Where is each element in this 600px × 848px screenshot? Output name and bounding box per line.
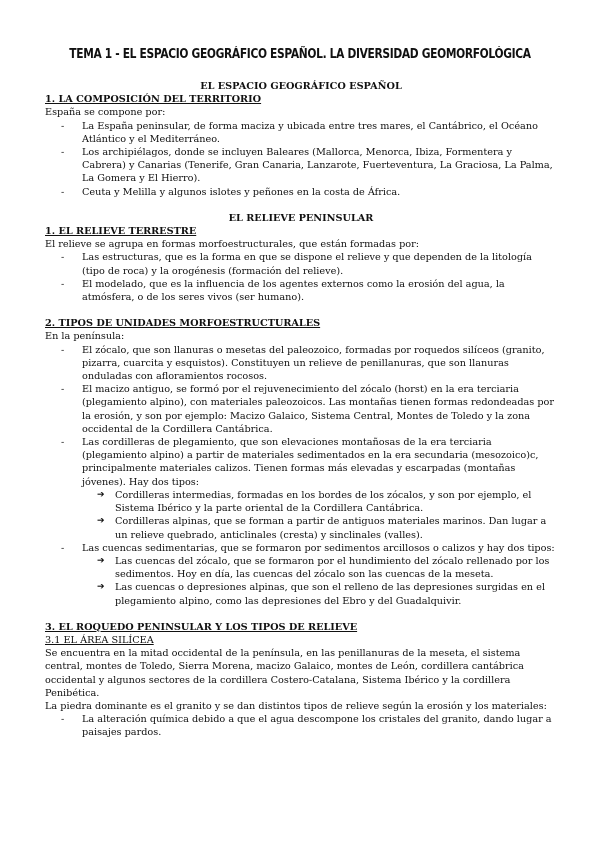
list-item-text: Las cuencas sedimentarias, que se formaron por sedimentos arcillosos o calizos y hay dos tipos: — [82, 542, 555, 554]
list-item: - Las estructuras, que es la forma en que se dispone el relieve y que dependen de la litología (tipo de roca) y la orogénesis (formación del relieve). — [82, 251, 557, 277]
list-item: - Los archipiélagos, donde se incluyen Baleares (Mallorca, Menorca, Ibiza, Formentera y Cabrera) y Canarias (Tenerife, Gran Canaria, Lanzarote, Fuerteventura, La Graciosa, La Palma, La Gomera y El Hierro). — [82, 146, 557, 186]
document-body — [45, 80, 557, 740]
arrow-list-item: ➔ Cordilleras alpinas, que se forman a partir de antiguos materiales marinos. Dan lugar a un relieve quebrado, anticlinales (cresta) y sinclinales (valles). — [115, 515, 557, 541]
section-heading-roquedo: 3. EL ROQUEDO PENINSULAR Y LOS TIPOS DE RELIEVE — [45, 621, 358, 633]
bullet-list — [45, 251, 557, 304]
list-item: - Ceuta y Melilla y algunos islotes y peñones en la costa de África. — [82, 186, 557, 199]
list-item: - El zócalo, que son llanuras o mesetas del paleozoico, formadas por roquedos silíceos (granito, pizarra, cuarcita y esquistos). Constituyen un relieve de penillanuras, que son llanuras onduladas con afloramientos rocosos. — [82, 344, 557, 384]
section-intro: En la península: — [45, 331, 125, 343]
list-item: - La España peninsular, de forma maciza y ubicada entre tres mares, el Cantábrico, el Océano Atlántico y el Mediterráneo. — [82, 120, 557, 146]
list-item — [82, 436, 557, 542]
bullet-list — [45, 120, 557, 199]
bullet-list — [45, 713, 557, 739]
document-title: TEMA 1 - EL ESPACIO GEOGRÁFICO ESPAÑOL. LA DIVERSIDAD GEOMORFOLÓGICA — [69, 47, 531, 62]
section-heading-composicion: 1. LA COMPOSICIÓN DEL TERRITORIO — [45, 94, 262, 106]
paragraph: La piedra dominante es el granito y se dan distintos tipos de relieve según la erosión y los materiales: — [45, 700, 547, 712]
section-heading-relieve-terrestre: 1. EL RELIEVE TERRESTRE — [45, 226, 197, 238]
list-item-text: Las cordilleras de plegamiento, que son elevaciones montañosas de la era terciaria (plegamiento alpino) a partir de materiales sedimentados en la era secundaria (mesozoico)c, principalmente materiales calizos. Tienen formas más elevadas y escarpadas (montañas jóvenes). Hay dos tipos: — [82, 437, 539, 488]
section-intro: España se compone por: — [45, 107, 166, 119]
arrow-list — [82, 489, 557, 542]
bullet-list — [45, 344, 557, 608]
arrow-list-item: ➔ Las cuencas del zócalo, que se formaron por el hundimiento del zócalo rellenado por los sedimentos. Hoy en día, las cuencas del zócalo son las cuencas de la meseta. — [115, 555, 557, 581]
list-item: - El macizo antiguo, se formó por el rejuvenecimiento del zócalo (horst) en la era terciaria (plegamiento alpino), con materiales paleozoicos. Las montañas tienen formas redondeadas por la erosión, y son por ejemplo: Macizo Galaico, Sistema Central, Montes de Toledo y la zona occidental de la Cordillera Cantábrica. — [82, 383, 557, 436]
arrow-list-item: ➔ Cordilleras intermedias, formadas en los bordes de los zócalos, y son por ejemplo, el Sistema Ibérico y la parte oriental de la Cordillera Cantábrica. — [115, 489, 557, 515]
list-item: - La alteración química debido a que el agua descompone los cristales del granito, dando lugar a paisajes pardos. — [82, 713, 557, 739]
section-intro: El relieve se agrupa en formas morfoestructurales, que están formadas por: — [45, 239, 419, 251]
arrow-list-item: ➔ Las cuencas o depresiones alpinas, que son el relleno de las depresiones surgidas en el plegamiento alpino, como las depresiones del Ebro y del Guadalquivir. — [115, 581, 557, 607]
part-heading-espacio: EL ESPACIO GEOGRÁFICO ESPAÑOL — [200, 81, 402, 92]
subsection-heading-area-silicea: 3.1 EL ÁREA SILÍCEA — [45, 634, 154, 646]
list-item — [82, 542, 557, 608]
paragraph: Se encuentra en la mitad occidental de la península, en las penillanuras de la meseta, el sistema central, montes de Toledo, Sierra Morena, macizo Galaico, montes de León, cordillera cantábrica occidental y algunos sectores de la cordillera Costero-Catalana, Sistema Ibérico y la cordillera Penibética. — [45, 648, 524, 699]
list-item: - El modelado, que es la influencia de los agentes externos como la erosión del agua, la atmósfera, o de los seres vivos (ser humano). — [82, 278, 557, 304]
part-heading-relieve: EL RELIEVE PENINSULAR — [228, 212, 374, 224]
section-heading-tipos-unidades: 2. TIPOS DE UNIDADES MORFOESTRUCTURALES — [45, 318, 321, 330]
arrow-list — [82, 555, 557, 608]
